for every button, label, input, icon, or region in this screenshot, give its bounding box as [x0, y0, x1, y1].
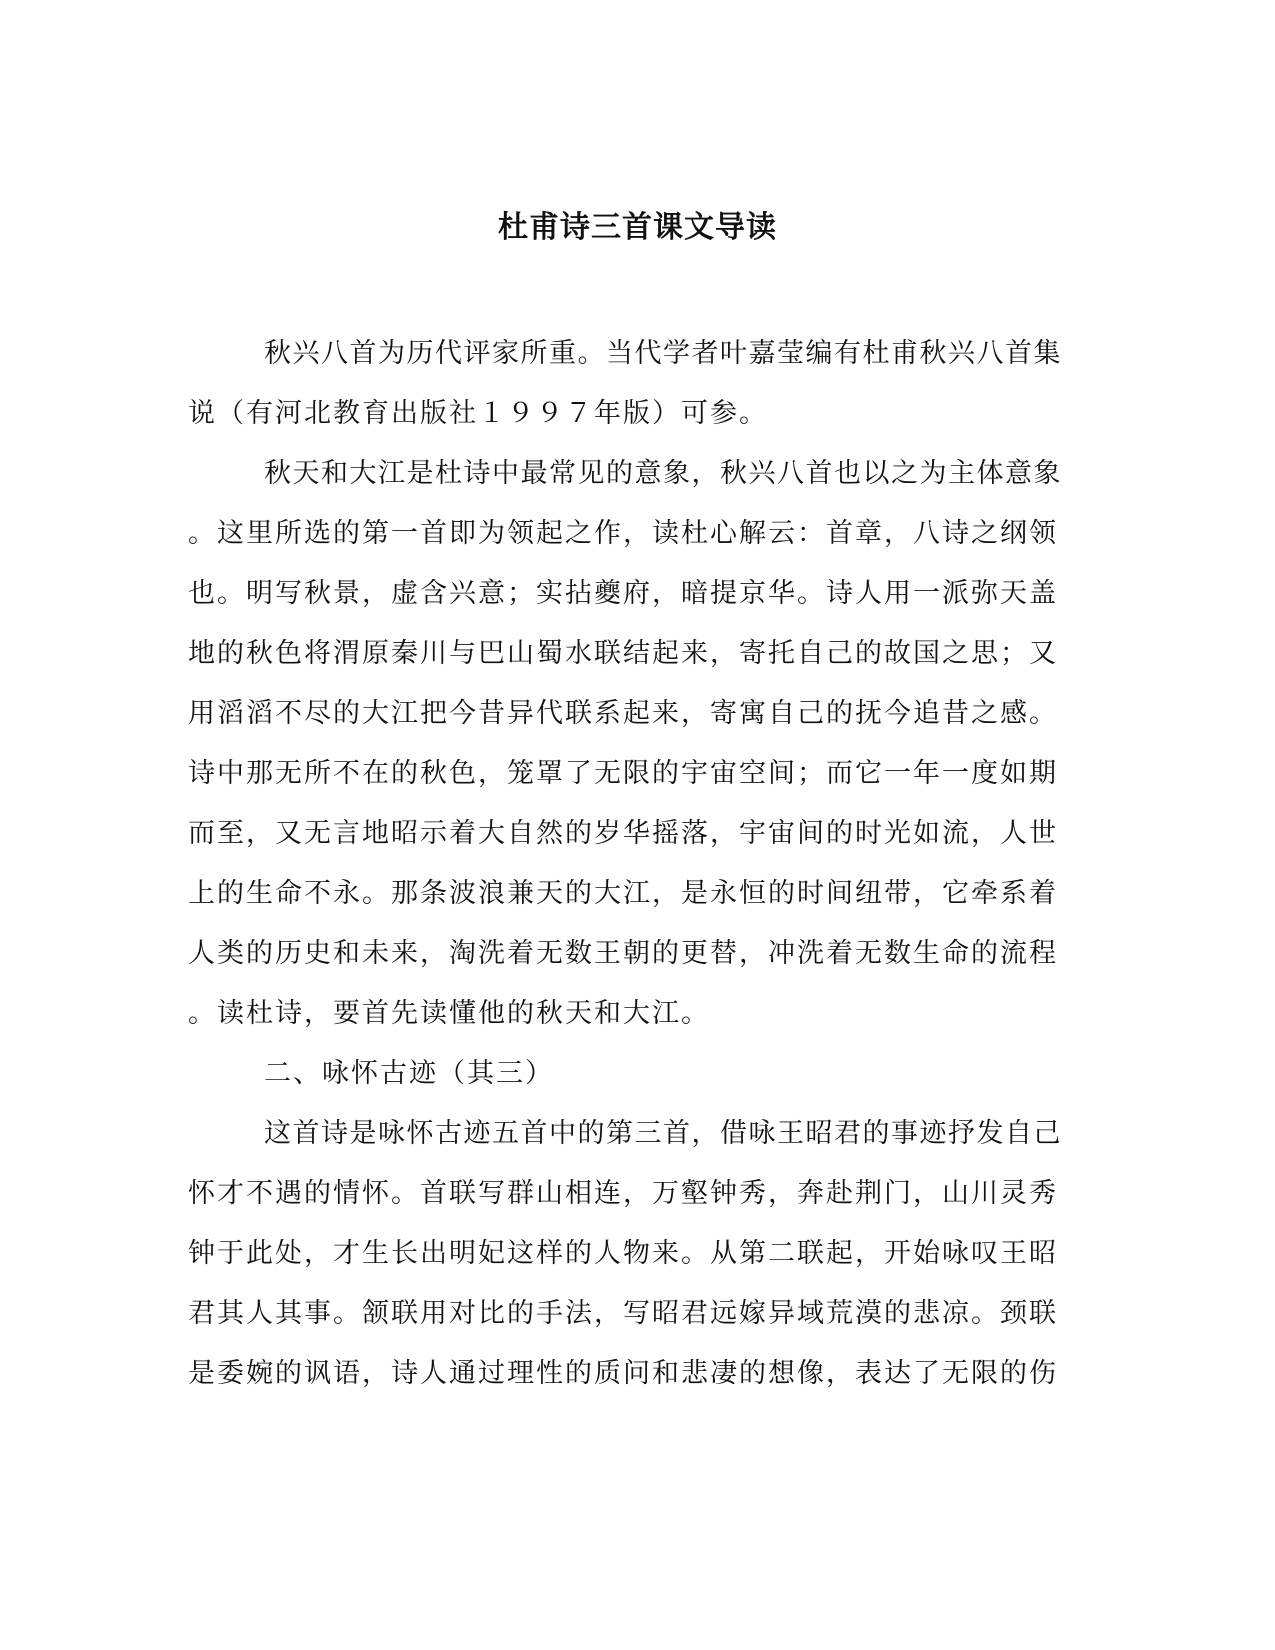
text-line: 秋兴八首为历代评家所重。当代学者叶嘉莹编有杜甫秋兴八首集	[264, 338, 1062, 369]
document-title: 杜甫诗三首课文导读	[498, 210, 777, 245]
text-line: 也。明写秋景，虚含兴意；实拈夔府，暗提京华。诗人用一派弥天盖	[188, 578, 1058, 609]
text-line: 用滔滔不尽的大江把今昔异代联系起来，寄寓自己的抚今追昔之感。	[188, 698, 1058, 729]
text-line: 。读杜诗，要首先读懂他的秋天和大江。	[188, 998, 710, 1029]
text-line: 而至，又无言地昭示着大自然的岁华摇落，宇宙间的时光如流，人世	[188, 818, 1058, 849]
text-line: 说（有河北教育出版社１９９７年版）可参。	[188, 398, 768, 429]
text-line: 怀才不遇的情怀。首联写群山相连，万壑钟秀，奔赴荆门，山川灵秀	[188, 1178, 1058, 1209]
document-body	[188, 324, 1068, 1404]
text-line: 诗中那无所不在的秋色，笼罩了无限的宇宙空间；而它一年一度如期	[188, 758, 1058, 789]
text-line: 君其人其事。颔联用对比的手法，写昭君远嫁异域荒漠的悲凉。颈联	[188, 1298, 1058, 1329]
text-line: 人类的历史和未来，淘洗着无数王朝的更替，冲洗着无数生命的流程	[188, 938, 1058, 969]
text-line: 是委婉的讽语，诗人通过理性的质问和悲凄的想像，表达了无限的伤	[188, 1358, 1058, 1389]
text-line: 秋天和大江是杜诗中最常见的意象，秋兴八首也以之为主体意象	[264, 458, 1062, 489]
text-line: 地的秋色将渭原秦川与巴山蜀水联结起来，寄托自己的故国之思；又	[188, 638, 1058, 669]
text-line: 这首诗是咏怀古迹五首中的第三首，借咏王昭君的事迹抒发自己	[264, 1118, 1062, 1149]
text-line: 钟于此处，才生长出明妃这样的人物来。从第二联起，开始咏叹王昭	[188, 1238, 1058, 1269]
text-line: 二、咏怀古迹（其三）	[264, 1058, 554, 1089]
text-line: 上的生命不永。那条波浪兼天的大江，是永恒的时间纽带，它牵系着	[188, 878, 1058, 909]
text-line: 。这里所选的第一首即为领起之作，读杜心解云：首章，八诗之纲领	[188, 518, 1058, 549]
